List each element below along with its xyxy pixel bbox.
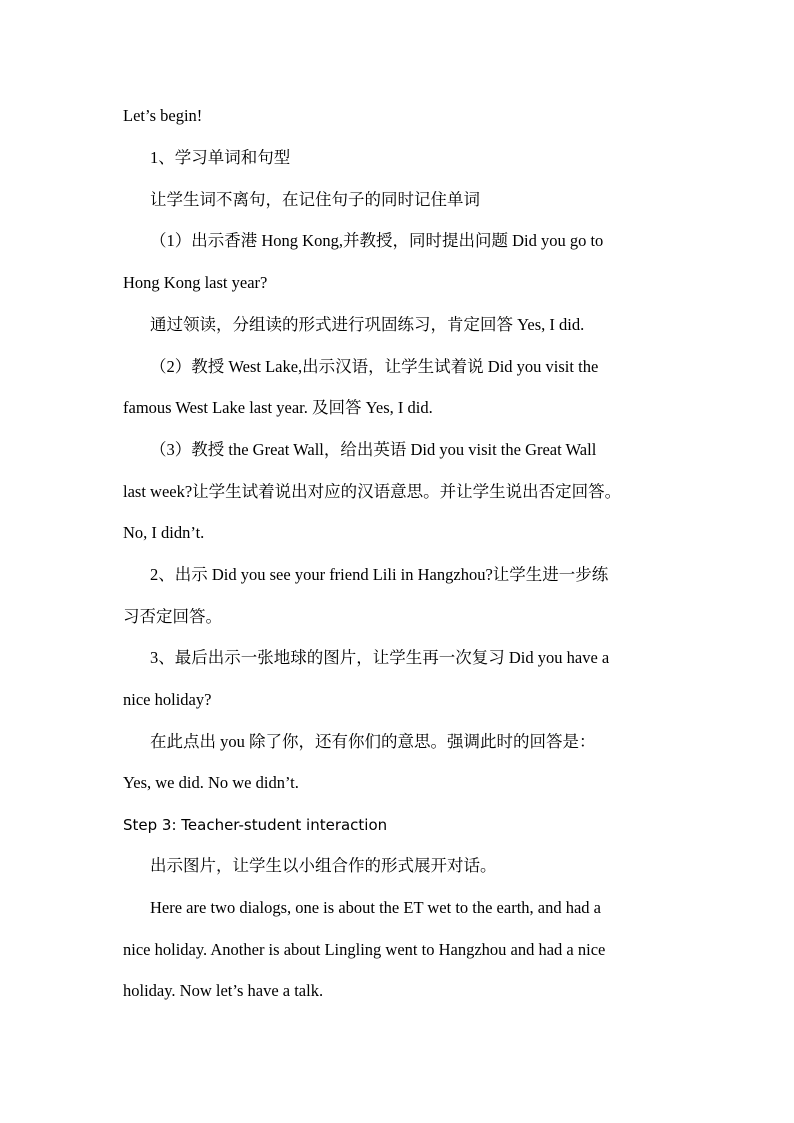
paragraph-line: 在此点出 you 除了你，还有你们的意思。强调此时的回答是： (150, 732, 596, 751)
paragraph-line: （2）教授 West Lake,出示汉语，让学生试着说 Did you visit the (150, 357, 599, 376)
paragraph-line: 习否定回答。 (123, 607, 222, 626)
paragraph-line: No, I didn’t. (123, 523, 205, 542)
paragraph-line: nice holiday. Another is about Lingling went to Hangzhou and had a nice (123, 940, 606, 959)
paragraph-line: （1）出示香港 Hong Kong,并教授，同时提出问题 Did you go to (150, 231, 604, 250)
paragraph-line: Yes, we did. No we didn’t. (123, 773, 299, 792)
lets-begin-line: Let’s begin! (123, 106, 203, 125)
paragraph-line: Here are two dialogs, one is about the ET wet to the earth, and had a (150, 898, 602, 917)
paragraph-line: famous West Lake last year. 及回答 Yes, I did. (123, 398, 433, 417)
paragraph-line: （3）教授 the Great Wall，给出英语 Did you visit the Great Wall (150, 440, 597, 459)
paragraph-line: 出示图片，让学生以小组合作的形式展开对话。 (150, 856, 497, 875)
step-3-heading: Step 3: Teacher-student interaction (123, 816, 388, 834)
section-1-heading: 1、学习单词和句型 (150, 148, 291, 167)
paragraph-line: 通过领读，分组读的形式进行巩固练习，肯定回答 Yes, I did. (150, 315, 585, 334)
paragraph-line: Hong Kong last year? (123, 273, 268, 292)
paragraph-line: holiday. Now let’s have a talk. (123, 981, 324, 1000)
paragraph-line: nice holiday? (123, 690, 212, 709)
paragraph-line: 让学生词不离句，在记住句子的同时记住单词 (150, 190, 480, 209)
paragraph-line: last week?让学生试着说出对应的汉语意思。并让学生说出否定回答。 (123, 482, 622, 501)
paragraph-line: 3、最后出示一张地球的图片，让学生再一次复习 Did you have a (150, 648, 610, 667)
paragraph-line: 2、出示 Did you see your friend Lili in Hangzhou?让学生进一步练 (150, 565, 609, 584)
